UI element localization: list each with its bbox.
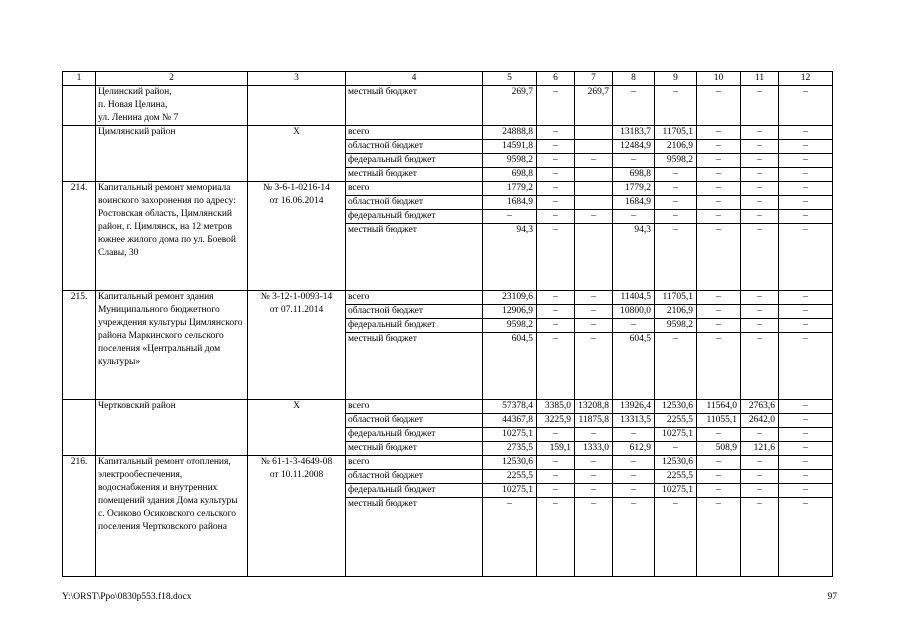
value-cell: 612,9 bbox=[613, 442, 655, 456]
value-cell: – bbox=[741, 291, 779, 305]
budget-source-cell: местный бюджет bbox=[346, 333, 483, 400]
header-cell: 5 bbox=[483, 72, 537, 86]
value-cell: 3385,0 bbox=[537, 400, 575, 414]
value-cell: 604,5 bbox=[613, 333, 655, 400]
object-description-cell: Цимлянский район bbox=[96, 126, 248, 182]
value-cell: – bbox=[741, 86, 779, 126]
value-cell: 12530,6 bbox=[655, 456, 697, 470]
value-cell: – bbox=[575, 484, 613, 498]
value-cell: – bbox=[697, 333, 741, 400]
value-cell: 94,3 bbox=[613, 224, 655, 291]
footer-file-path: Y:\ORST\Ppo\0830p553.f18.docx bbox=[62, 592, 192, 602]
table-row bbox=[63, 456, 833, 470]
value-cell: – bbox=[575, 470, 613, 484]
object-description-cell: Чертковский район bbox=[96, 400, 248, 456]
value-cell: – bbox=[537, 484, 575, 498]
value-cell: – bbox=[779, 210, 833, 224]
value-cell: – bbox=[779, 484, 833, 498]
header-cell: 11 bbox=[741, 72, 779, 86]
value-cell: – bbox=[697, 456, 741, 470]
value-cell: – bbox=[537, 319, 575, 333]
value-cell: – bbox=[697, 319, 741, 333]
value-cell: – bbox=[537, 224, 575, 291]
value-cell: – bbox=[741, 140, 779, 154]
value-cell: 24888,8 bbox=[483, 126, 537, 140]
value-cell: 57378,4 bbox=[483, 400, 537, 414]
value-cell: 3225,9 bbox=[537, 414, 575, 428]
value-cell: 1684,9 bbox=[613, 196, 655, 210]
value-cell bbox=[575, 126, 613, 140]
budget-source-cell: областной бюджет bbox=[346, 305, 483, 319]
value-cell: – bbox=[779, 428, 833, 442]
value-cell: 12484,9 bbox=[613, 140, 655, 154]
value-cell: 698,8 bbox=[483, 168, 537, 182]
table-row bbox=[63, 126, 833, 140]
value-cell: 9598,2 bbox=[655, 319, 697, 333]
value-cell: – bbox=[741, 428, 779, 442]
table-row bbox=[63, 291, 833, 305]
item-number-cell: 214. bbox=[63, 182, 96, 291]
value-cell bbox=[575, 196, 613, 210]
value-cell: – bbox=[483, 498, 537, 577]
budget-source-cell: местный бюджет bbox=[346, 86, 483, 126]
object-description-cell: Капитальный ремонт здания Муниципального бюджетного учреждения культуры Цимлянского района Маркинского сельского поселения «Центральный дом культуры» bbox=[96, 291, 248, 400]
value-cell: – bbox=[575, 319, 613, 333]
value-cell: – bbox=[741, 224, 779, 291]
value-cell: 2106,9 bbox=[655, 140, 697, 154]
value-cell: – bbox=[779, 319, 833, 333]
value-cell: – bbox=[779, 126, 833, 140]
value-cell: – bbox=[779, 168, 833, 182]
value-cell: 159,1 bbox=[537, 442, 575, 456]
header-cell: 8 bbox=[613, 72, 655, 86]
value-cell: 121,6 bbox=[741, 442, 779, 456]
value-cell: – bbox=[779, 224, 833, 291]
budget-table bbox=[62, 71, 833, 577]
budget-source-cell: всего bbox=[346, 400, 483, 414]
budget-source-cell: местный бюджет bbox=[346, 498, 483, 577]
value-cell: – bbox=[655, 168, 697, 182]
value-cell: 11875,8 bbox=[575, 414, 613, 428]
value-cell: – bbox=[655, 196, 697, 210]
budget-source-cell: всего bbox=[346, 182, 483, 196]
value-cell: – bbox=[697, 182, 741, 196]
value-cell: – bbox=[697, 86, 741, 126]
header-row bbox=[63, 72, 833, 86]
value-cell: – bbox=[537, 196, 575, 210]
value-cell: – bbox=[575, 428, 613, 442]
value-cell: 2642,0 bbox=[741, 414, 779, 428]
value-cell: – bbox=[779, 442, 833, 456]
value-cell: – bbox=[779, 305, 833, 319]
value-cell: – bbox=[741, 154, 779, 168]
value-cell: – bbox=[655, 182, 697, 196]
value-cell: – bbox=[575, 305, 613, 319]
value-cell: – bbox=[655, 86, 697, 126]
value-cell: – bbox=[741, 456, 779, 470]
value-cell: – bbox=[697, 210, 741, 224]
value-cell: – bbox=[697, 126, 741, 140]
budget-source-cell: федеральный бюджет bbox=[346, 428, 483, 442]
item-number-cell bbox=[63, 126, 96, 182]
value-cell: – bbox=[741, 196, 779, 210]
value-cell: – bbox=[741, 182, 779, 196]
value-cell: – bbox=[575, 291, 613, 305]
value-cell: 508,9 bbox=[697, 442, 741, 456]
value-cell: – bbox=[779, 182, 833, 196]
footer-page-number: 97 bbox=[827, 592, 837, 602]
value-cell: – bbox=[575, 154, 613, 168]
value-cell: 1779,2 bbox=[613, 182, 655, 196]
item-number-cell bbox=[63, 86, 96, 126]
value-cell: 1779,2 bbox=[483, 182, 537, 196]
header-cell: 10 bbox=[697, 72, 741, 86]
item-number-cell: 216. bbox=[63, 456, 96, 577]
value-cell: – bbox=[779, 196, 833, 210]
value-cell: – bbox=[655, 498, 697, 577]
value-cell: – bbox=[697, 291, 741, 305]
value-cell: – bbox=[779, 498, 833, 577]
value-cell: – bbox=[779, 291, 833, 305]
budget-source-cell: всего bbox=[346, 456, 483, 470]
value-cell: 11705,1 bbox=[655, 126, 697, 140]
value-cell: – bbox=[537, 210, 575, 224]
value-cell: – bbox=[779, 140, 833, 154]
value-cell: – bbox=[697, 484, 741, 498]
budget-source-cell: областной бюджет bbox=[346, 140, 483, 154]
value-cell: 12906,9 bbox=[483, 305, 537, 319]
header-cell: 9 bbox=[655, 72, 697, 86]
value-cell: 2106,9 bbox=[655, 305, 697, 319]
value-cell: – bbox=[537, 154, 575, 168]
value-cell: 10275,1 bbox=[655, 484, 697, 498]
value-cell: – bbox=[741, 305, 779, 319]
value-cell: – bbox=[537, 498, 575, 577]
value-cell: – bbox=[537, 428, 575, 442]
value-cell: 11705,1 bbox=[655, 291, 697, 305]
value-cell: – bbox=[613, 428, 655, 442]
value-cell: 11564,0 bbox=[697, 400, 741, 414]
value-cell: – bbox=[537, 305, 575, 319]
value-cell: – bbox=[613, 484, 655, 498]
value-cell: – bbox=[741, 319, 779, 333]
value-cell: – bbox=[779, 470, 833, 484]
value-cell: – bbox=[779, 456, 833, 470]
value-cell: – bbox=[537, 456, 575, 470]
value-cell: – bbox=[741, 333, 779, 400]
budget-source-cell: областной бюджет bbox=[346, 414, 483, 428]
value-cell bbox=[575, 168, 613, 182]
value-cell: 9598,2 bbox=[483, 154, 537, 168]
document-reference-cell: Х bbox=[248, 126, 346, 182]
value-cell: – bbox=[613, 210, 655, 224]
value-cell bbox=[575, 224, 613, 291]
budget-source-cell: федеральный бюджет bbox=[346, 319, 483, 333]
value-cell: 10275,1 bbox=[483, 428, 537, 442]
value-cell: – bbox=[741, 168, 779, 182]
value-cell: 11404,5 bbox=[613, 291, 655, 305]
value-cell: – bbox=[613, 86, 655, 126]
header-cell: 6 bbox=[537, 72, 575, 86]
budget-source-cell: областной бюджет bbox=[346, 196, 483, 210]
value-cell: – bbox=[613, 456, 655, 470]
value-cell: – bbox=[537, 140, 575, 154]
header-cell: 4 bbox=[346, 72, 483, 86]
value-cell: – bbox=[697, 428, 741, 442]
value-cell: 9598,2 bbox=[655, 154, 697, 168]
document-reference-cell: Х bbox=[248, 400, 346, 456]
value-cell: – bbox=[779, 86, 833, 126]
value-cell: – bbox=[613, 498, 655, 577]
value-cell: – bbox=[537, 126, 575, 140]
value-cell: – bbox=[741, 498, 779, 577]
document-reference-cell: № 3-12-1-0093-14 от 07.11.2014 bbox=[248, 291, 346, 400]
budget-source-cell: всего bbox=[346, 126, 483, 140]
value-cell: 23109,6 bbox=[483, 291, 537, 305]
value-cell: 1333,0 bbox=[575, 442, 613, 456]
value-cell bbox=[575, 182, 613, 196]
value-cell: 94,3 bbox=[483, 224, 537, 291]
value-cell: 10275,1 bbox=[655, 428, 697, 442]
value-cell: – bbox=[537, 333, 575, 400]
value-cell: – bbox=[779, 154, 833, 168]
item-number-cell bbox=[63, 400, 96, 456]
value-cell: 12530,6 bbox=[483, 456, 537, 470]
value-cell: – bbox=[655, 333, 697, 400]
value-cell: 2255,5 bbox=[483, 470, 537, 484]
value-cell: – bbox=[779, 400, 833, 414]
document-reference-cell: № 3-6-1-0216-14 от 16.06.2014 bbox=[248, 182, 346, 291]
value-cell: – bbox=[697, 154, 741, 168]
budget-source-cell: всего bbox=[346, 291, 483, 305]
value-cell: – bbox=[537, 86, 575, 126]
value-cell: – bbox=[697, 305, 741, 319]
value-cell: – bbox=[483, 210, 537, 224]
value-cell: – bbox=[537, 291, 575, 305]
value-cell: 14591,8 bbox=[483, 140, 537, 154]
object-description-cell: Капитальный ремонт отопления, электрообеспечения, водоснабжения и внутренних помещений здания Дома культуры с. Осиково Осиковского сельского поселения Чертковского района bbox=[96, 456, 248, 577]
value-cell: – bbox=[575, 456, 613, 470]
value-cell: – bbox=[741, 210, 779, 224]
value-cell: 2255,5 bbox=[655, 414, 697, 428]
value-cell: – bbox=[741, 126, 779, 140]
table-body bbox=[63, 72, 833, 577]
budget-source-cell: местный бюджет bbox=[346, 442, 483, 456]
document-reference-cell: № 61-1-3-4649-08 от 10.11.2008 bbox=[248, 456, 346, 577]
budget-source-cell: областной бюджет bbox=[346, 470, 483, 484]
value-cell: – bbox=[537, 182, 575, 196]
header-cell: 12 bbox=[779, 72, 833, 86]
value-cell: – bbox=[537, 470, 575, 484]
value-cell: – bbox=[741, 484, 779, 498]
header-cell: 7 bbox=[575, 72, 613, 86]
value-cell: – bbox=[697, 224, 741, 291]
header-cell: 1 bbox=[63, 72, 96, 86]
value-cell: – bbox=[613, 154, 655, 168]
table-row bbox=[63, 86, 833, 126]
value-cell: – bbox=[779, 333, 833, 400]
item-number-cell: 215. bbox=[63, 291, 96, 400]
value-cell: 2255,5 bbox=[655, 470, 697, 484]
value-cell: 269,7 bbox=[575, 86, 613, 126]
value-cell: 11055,1 bbox=[697, 414, 741, 428]
value-cell: – bbox=[655, 224, 697, 291]
budget-source-cell: федеральный бюджет bbox=[346, 484, 483, 498]
value-cell: – bbox=[779, 414, 833, 428]
value-cell: 12530,6 bbox=[655, 400, 697, 414]
value-cell bbox=[575, 140, 613, 154]
table-row bbox=[63, 400, 833, 414]
value-cell: – bbox=[537, 168, 575, 182]
value-cell: 269,7 bbox=[483, 86, 537, 126]
value-cell: 13183,7 bbox=[613, 126, 655, 140]
value-cell: – bbox=[575, 333, 613, 400]
value-cell: 1684,9 bbox=[483, 196, 537, 210]
value-cell: 698,8 bbox=[613, 168, 655, 182]
document-reference-cell bbox=[248, 86, 346, 126]
value-cell: 44367,8 bbox=[483, 414, 537, 428]
budget-source-cell: федеральный бюджет bbox=[346, 210, 483, 224]
budget-source-cell: местный бюджет bbox=[346, 224, 483, 291]
value-cell: – bbox=[697, 498, 741, 577]
value-cell: – bbox=[655, 210, 697, 224]
value-cell: 604,5 bbox=[483, 333, 537, 400]
object-description-cell: Капитальный ремонт мемориала воинского захоронения по адресу: Ростовская область, Цимлянский район, г. Цимлянск, на 12 метров южнее жилого дома по ул. Боевой Славы, 30 bbox=[96, 182, 248, 291]
value-cell: 10275,1 bbox=[483, 484, 537, 498]
object-description-cell: Целинский район, п. Новая Целина, ул. Ленина дом № 7 bbox=[96, 86, 248, 126]
value-cell: 13208,8 bbox=[575, 400, 613, 414]
value-cell: – bbox=[697, 140, 741, 154]
value-cell: 10800,0 bbox=[613, 305, 655, 319]
table-row bbox=[63, 182, 833, 196]
value-cell: 13926,4 bbox=[613, 400, 655, 414]
value-cell: – bbox=[741, 470, 779, 484]
value-cell: – bbox=[697, 168, 741, 182]
budget-source-cell: федеральный бюджет bbox=[346, 154, 483, 168]
value-cell: 2735,5 bbox=[483, 442, 537, 456]
value-cell: 13313,5 bbox=[613, 414, 655, 428]
value-cell: – bbox=[697, 470, 741, 484]
value-cell: 9598,2 bbox=[483, 319, 537, 333]
budget-source-cell: местный бюджет bbox=[346, 168, 483, 182]
header-cell: 3 bbox=[248, 72, 346, 86]
value-cell: – bbox=[613, 470, 655, 484]
value-cell: – bbox=[697, 196, 741, 210]
value-cell: 2763,6 bbox=[741, 400, 779, 414]
header-cell: 2 bbox=[96, 72, 248, 86]
value-cell: – bbox=[655, 442, 697, 456]
value-cell: – bbox=[575, 210, 613, 224]
value-cell: – bbox=[575, 498, 613, 577]
value-cell: – bbox=[613, 319, 655, 333]
